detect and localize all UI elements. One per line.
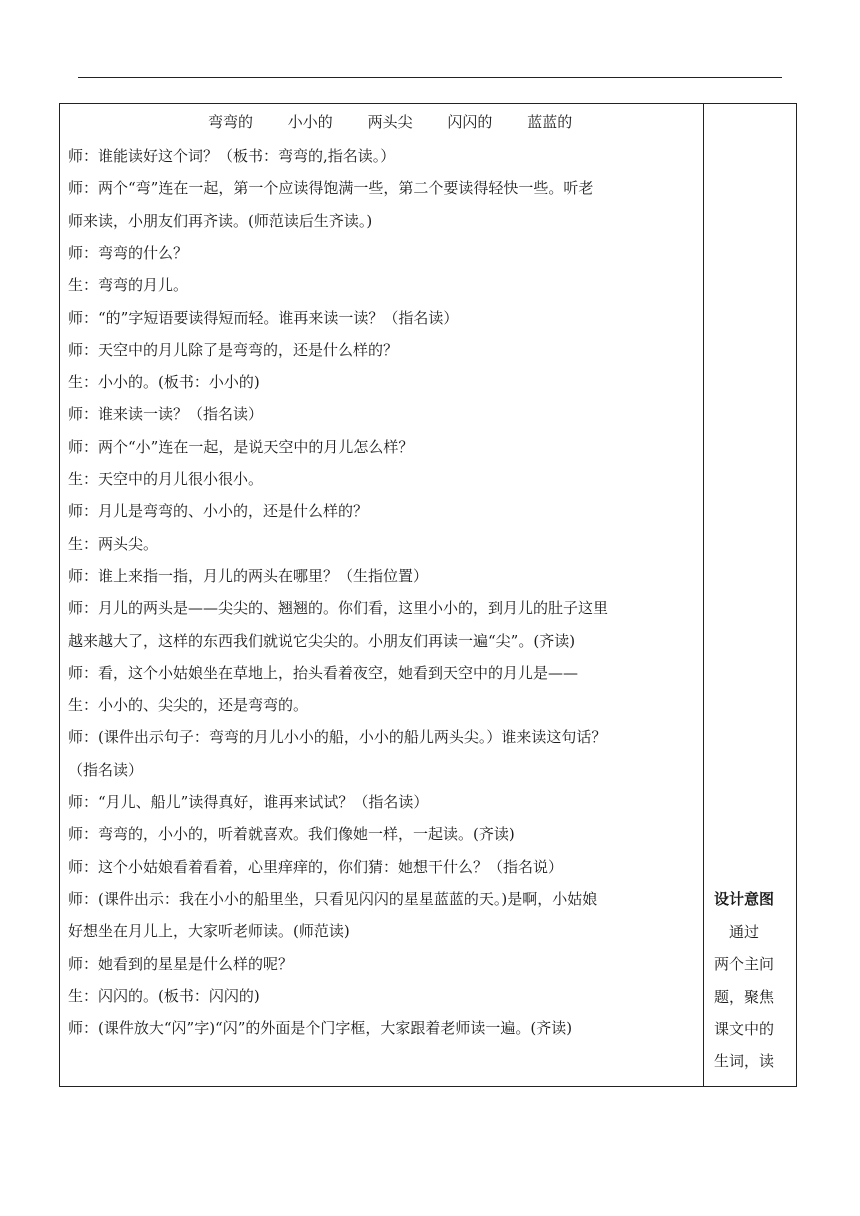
dialogue-line: 师：她看到的星星是什么样的呢？ [68,954,294,973]
dialogue-line: 师：两个“弯”连在一起，第一个应读得饱满一些，第二个要读得轻快一些。听老 [68,179,594,198]
dialogue-line: 师：(课件出示：我在小小的船里坐，只看见闪闪的星星蓝蓝的天。)是啊，小姑娘 [68,889,598,908]
dialogue-line: 师：“月儿、船儿”读得真好，谁再来试试？（指名读） [68,793,429,811]
design-intent-line: 通过 [714,923,760,941]
design-intent-line: 课文中的 [714,1019,775,1038]
dialogue-line: 师：谁来读一读？（指名读） [68,405,264,424]
vocab-word: 两头尖 [367,113,413,131]
dialogue-line: （指名读） [68,760,144,779]
dialogue-line: 师：月儿的两头是——尖尖的、翘翘的。你们看，这里小小的，到月儿的肚子这里 [68,599,609,618]
design-intent-line: 题，聚焦 [714,987,775,1006]
dialogue-line: 师：月儿是弯弯的、小小的，还是什么样的？ [68,502,369,521]
dialogue-line: 生：小小的。(板书：小小的) [68,373,260,392]
dialogue-line: 生：小小的、尖尖的，还是弯弯的。 [68,696,309,715]
dialogue-line: 生：闪闪的。(板书：闪闪的) [68,986,260,1005]
vocab-word: 弯弯的 [208,113,254,131]
dialogue-line: 生：弯弯的月儿。 [68,276,189,295]
column-divider [703,104,704,1086]
dialogue-line: 师：(课件放大“闪”字)“闪”的外面是个门字框，大家跟着老师读一遍。(齐读) [68,1019,573,1038]
dialogue-line: 师：看，这个小姑娘坐在草地上，抬头看着夜空，她看到天空中的月儿是—— [68,663,579,682]
header-rule [78,77,782,78]
vocab-word: 蓝蓝的 [527,113,573,131]
dialogue-line: 师：(课件出示句子：弯弯的月儿小小的船，小小的船儿两头尖。）谁来读这句话？ [68,728,607,747]
dialogue-line: 越来越大了，这样的东西我们就说它尖尖的。小朋友们再读一遍“尖”。(齐读) [68,631,576,650]
lesson-table [59,103,797,1087]
dialogue-line: 师：这个小姑娘看着看着，心里痒痒的，你们猜：她想干什么？（指名说） [68,857,564,876]
dialogue-line: 师：天空中的月儿除了是弯弯的，还是什么样的？ [68,340,399,359]
dialogue-line: 生：两头尖。 [68,534,159,553]
dialogue-line: 师来读，小朋友们再齐读。(师范读后生齐读。) [68,211,373,230]
dialogue-line: 师：谁上来指一指，月儿的两头在哪里？（生指位置） [68,566,429,585]
vocab-word: 闪闪的 [447,113,493,131]
design-intent-line: 两个主问 [714,955,775,974]
dialogue-line: 师：弯弯的什么？ [68,243,189,262]
design-intent-title: 设计意图 [714,890,775,908]
vocab-row [208,106,602,138]
design-intent-line: 生词，读 [714,1052,775,1071]
dialogue-line: 师：弯弯的，小小的，听着就喜欢。我们像她一样，一起读。(齐读) [68,825,515,844]
dialogue-line: 师：两个“小”连在一起，是说天空中的月儿怎么样？ [68,437,414,456]
dialogue-line: 好想坐在月儿上，大家听老师读。(师范读) [68,922,350,941]
dialogue-line: 师：“的”字短语要读得短而轻。谁再来读一读？（指名读） [68,308,459,327]
vocab-word: 小小的 [287,113,333,131]
dialogue-line: 生：天空中的月儿很小很小。 [68,470,264,488]
dialogue-line: 师：谁能读好这个词？（板书：弯弯的,指名读。） [68,147,396,165]
